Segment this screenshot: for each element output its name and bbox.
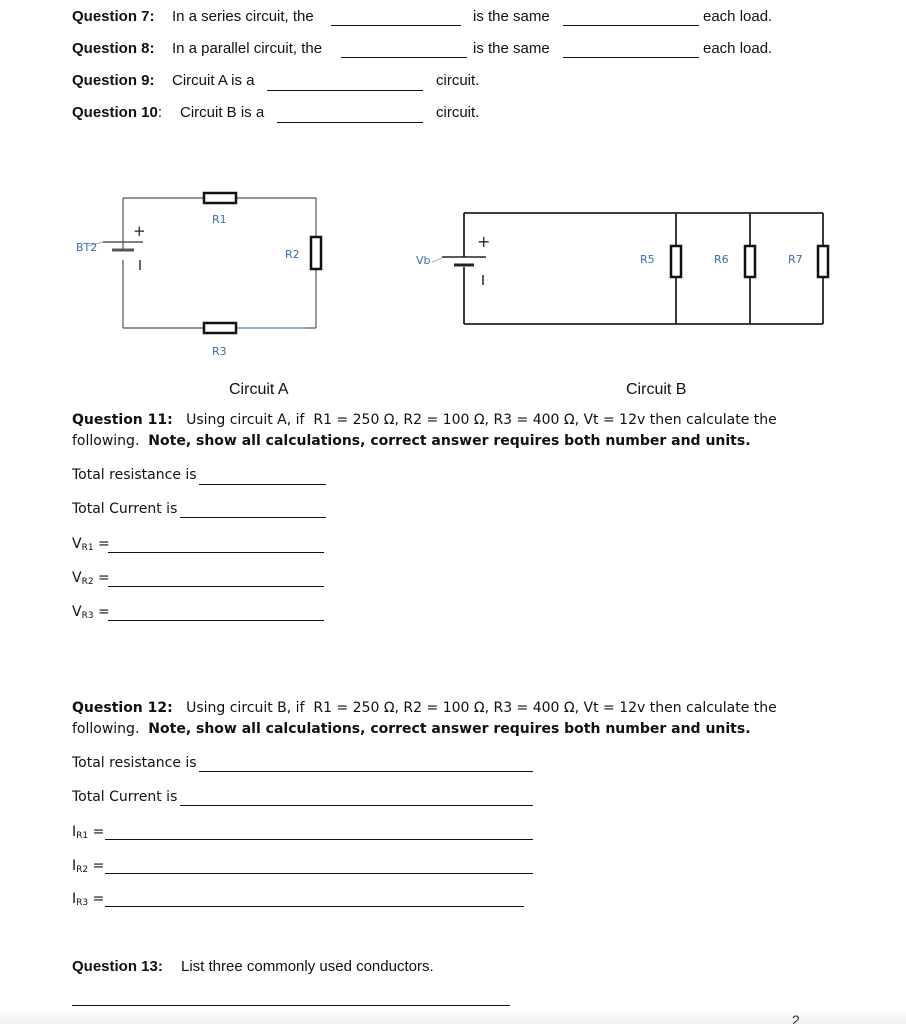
q11-total-resistance-blank[interactable] xyxy=(199,484,326,485)
question-9-label: Question 9: xyxy=(72,72,155,89)
q11-vr3-symbol: V xyxy=(72,604,82,620)
q11-vr2-subscript: R2 xyxy=(81,577,94,587)
question-11-line-1 xyxy=(72,412,777,428)
page-number: 2 xyxy=(792,1012,800,1024)
q11-vr1-label xyxy=(72,536,110,553)
question-9-text: Circuit A is a xyxy=(172,72,255,89)
q11-vr3-equals: = xyxy=(98,604,110,620)
circuit-a-r2-label: R2 xyxy=(285,248,300,261)
question-7-mid: is the same xyxy=(473,8,550,25)
question-11-line-2 xyxy=(72,433,751,449)
q12-ir2-label xyxy=(72,858,104,875)
q12-total-resistance-blank[interactable] xyxy=(199,771,533,772)
q11-total-current-label: Total Current is xyxy=(72,501,178,517)
question-9 xyxy=(72,72,155,89)
q12-ir2-symbol: I xyxy=(72,858,77,874)
circuit-b-r6-resistor xyxy=(745,246,755,277)
q11-vr1-equals: = xyxy=(98,536,110,552)
question-12-line-1 xyxy=(72,700,777,716)
circuit-a-diagram xyxy=(60,180,360,370)
question-8-end: each load. xyxy=(703,40,773,57)
q11-vr3-label xyxy=(72,604,110,621)
question-10-end: circuit. xyxy=(436,104,480,121)
q12-ir1-symbol: I xyxy=(72,824,77,840)
circuit-b-plus-sign: + xyxy=(477,232,491,251)
q11-total-resistance-label: Total resistance is xyxy=(72,467,197,483)
circuit-a-plus-sign: + xyxy=(133,222,146,240)
question-12-following: following. xyxy=(72,721,140,737)
question-8-mid: is the same xyxy=(473,40,550,57)
q12-total-current-label: Total Current is xyxy=(72,789,178,805)
q11-vr2-equals: = xyxy=(98,570,110,586)
question-12-line-2 xyxy=(72,721,751,737)
q12-ir3-blank[interactable] xyxy=(105,906,524,907)
question-8-blank-2[interactable] xyxy=(563,57,699,58)
circuit-b-battery-leader xyxy=(432,258,442,262)
circuit-b-diagram xyxy=(410,200,840,335)
circuit-a-r3-resistor xyxy=(204,323,236,333)
q11-vr3-blank[interactable] xyxy=(108,620,324,621)
question-13-label: Question 13: xyxy=(72,958,163,975)
question-10-text: Circuit B is a xyxy=(180,104,265,121)
circuit-a-r2-resistor xyxy=(311,237,321,269)
question-10-label: Question 10 xyxy=(72,104,158,121)
q12-ir3-symbol: I xyxy=(72,891,77,907)
q12-ir1-label xyxy=(72,824,104,841)
question-12-text: Using circuit B, if R1 = 250 Ω, R2 = 100 Ω, R3 = 400 Ω, Vt = 12v then calculate the xyxy=(186,700,777,716)
circuit-b-r5-label: R5 xyxy=(640,253,655,266)
q12-ir2-blank[interactable] xyxy=(105,873,533,874)
question-9-end: circuit. xyxy=(436,72,480,89)
question-13-answer-line[interactable] xyxy=(72,1005,510,1006)
question-7-label: Question 7: xyxy=(72,8,155,25)
question-8-label: Question 8: xyxy=(72,40,155,57)
q12-ir1-equals: = xyxy=(92,824,105,840)
question-10 xyxy=(72,104,162,121)
circuit-b-r5-resistor xyxy=(671,246,681,277)
question-7 xyxy=(72,8,155,25)
q12-total-resistance-label: Total resistance is xyxy=(72,755,197,771)
q12-ir1-blank[interactable] xyxy=(105,839,533,840)
q12-total-current-blank[interactable] xyxy=(180,805,533,806)
q12-ir1-subscript: R1 xyxy=(76,831,89,841)
circuit-b-title: Circuit B xyxy=(626,381,687,398)
question-13 xyxy=(72,958,163,975)
q11-vr1-subscript: R1 xyxy=(81,543,94,553)
question-8 xyxy=(72,40,155,57)
q11-vr3-subscript: R3 xyxy=(81,611,94,621)
question-9-blank[interactable] xyxy=(267,90,423,91)
q12-ir3-label xyxy=(72,891,104,908)
circuit-a-title: Circuit A xyxy=(229,381,289,398)
question-8-text: In a parallel circuit, the xyxy=(172,40,323,57)
question-12-label: Question 12: xyxy=(72,700,173,716)
q11-vr1-blank[interactable] xyxy=(108,552,324,553)
circuit-a-battery-label: BT2 xyxy=(76,241,98,254)
q12-ir3-subscript: R3 xyxy=(76,898,89,908)
question-7-blank-1[interactable] xyxy=(331,25,461,26)
question-11-text: Using circuit A, if R1 = 250 Ω, R2 = 100 Ω, R3 = 400 Ω, Vt = 12v then calculate the xyxy=(186,412,777,428)
page-bottom-edge xyxy=(0,1008,906,1024)
question-7-blank-2[interactable] xyxy=(563,25,699,26)
question-10-colon: : xyxy=(157,104,163,121)
q11-vr2-blank[interactable] xyxy=(108,586,324,587)
q11-vr1-symbol: V xyxy=(72,536,82,552)
circuit-a-r3-label: R3 xyxy=(212,345,227,358)
q11-vr2-label xyxy=(72,570,110,587)
question-11-label: Question 11: xyxy=(72,412,173,428)
question-12-note: Note, show all calculations, correct answer requires both number and units. xyxy=(148,721,751,737)
circuit-b-r6-label: R6 xyxy=(714,253,729,266)
question-10-blank[interactable] xyxy=(277,122,423,123)
q11-vr2-symbol: V xyxy=(72,570,82,586)
question-8-blank-1[interactable] xyxy=(341,57,467,58)
question-11-following: following. xyxy=(72,433,140,449)
circuit-b-r7-resistor xyxy=(818,246,828,277)
circuit-a-r1-resistor xyxy=(204,193,236,203)
question-7-end: each load. xyxy=(703,8,773,25)
q12-ir3-equals: = xyxy=(92,891,105,907)
question-7-text: In a series circuit, the xyxy=(172,8,314,25)
q12-ir2-subscript: R2 xyxy=(76,865,89,875)
question-11-note: Note, show all calculations, correct answer requires both number and units. xyxy=(148,433,751,449)
circuit-b-battery-label: Vb xyxy=(416,254,431,267)
q12-ir2-equals: = xyxy=(92,858,105,874)
circuit-b-r7-label: R7 xyxy=(788,253,803,266)
circuit-a-r1-label: R1 xyxy=(212,213,227,226)
q11-total-current-blank[interactable] xyxy=(180,517,326,518)
question-13-text: List three commonly used conductors. xyxy=(181,958,434,975)
